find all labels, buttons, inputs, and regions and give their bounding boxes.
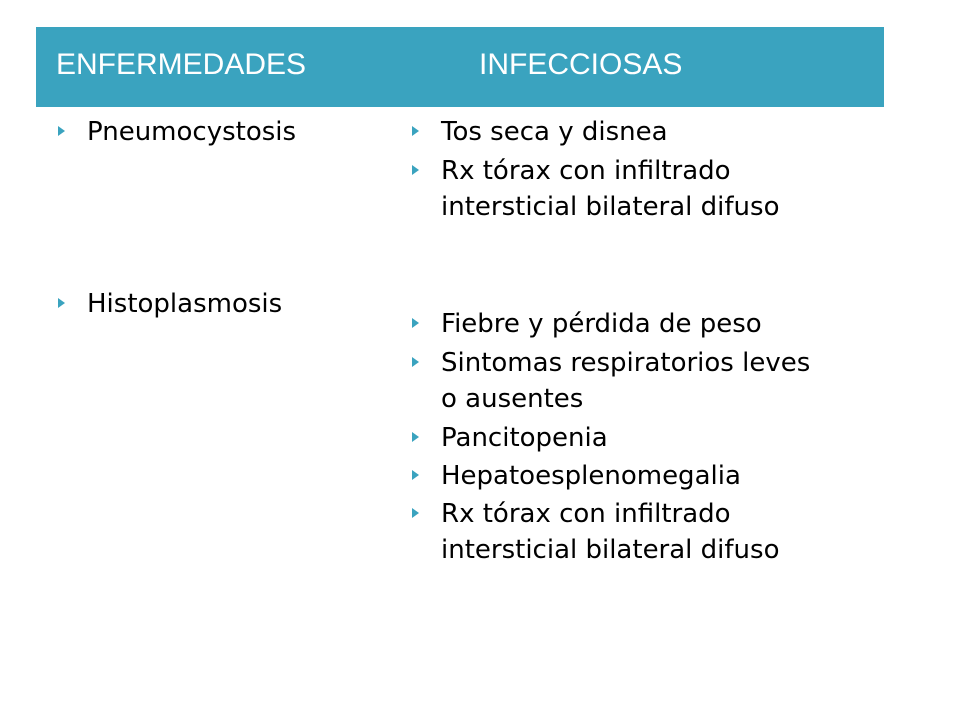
list-item-continuation bbox=[412, 189, 779, 226]
symptom-label: Hepatoesplenomegalia bbox=[441, 461, 741, 491]
symptom-label: Sintomas respiratorios leves bbox=[441, 348, 811, 378]
title-enfermedades: ENFERMEDADES bbox=[56, 48, 307, 81]
triangle-right-icon bbox=[412, 126, 419, 136]
list-item-symptom bbox=[412, 496, 731, 533]
list-item-symptom bbox=[412, 306, 762, 343]
triangle-right-icon bbox=[412, 432, 419, 442]
list-item-pneumocystosis bbox=[58, 114, 296, 151]
triangle-right-icon bbox=[412, 508, 419, 518]
symptom-label: Fiebre y pérdida de peso bbox=[441, 309, 762, 339]
list-item-continuation bbox=[412, 532, 779, 569]
list-item-continuation bbox=[412, 381, 583, 418]
symptom-label: o ausentes bbox=[441, 384, 584, 414]
symptom-label: Tos seca y disnea bbox=[441, 117, 668, 147]
triangle-right-icon bbox=[412, 357, 419, 367]
triangle-right-icon bbox=[412, 165, 419, 175]
disease-label: Histoplasmosis bbox=[87, 289, 283, 319]
list-item-histoplasmosis bbox=[58, 286, 282, 323]
triangle-right-icon bbox=[412, 470, 419, 480]
list-item-symptom bbox=[412, 345, 810, 382]
list-item-symptom bbox=[412, 458, 741, 495]
list-item-symptom bbox=[412, 114, 668, 151]
symptom-label: Rx tórax con infiltrado bbox=[441, 156, 731, 186]
symptom-label: intersticial bilateral difuso bbox=[441, 535, 780, 565]
triangle-right-icon bbox=[58, 126, 65, 136]
symptom-label: intersticial bilateral difuso bbox=[441, 192, 780, 222]
triangle-right-icon bbox=[412, 318, 419, 328]
list-item-symptom bbox=[412, 153, 731, 190]
symptom-label: Rx tórax con infiltrado bbox=[441, 499, 731, 529]
list-item-symptom bbox=[412, 420, 608, 457]
symptom-label: Pancitopenia bbox=[441, 423, 608, 453]
disease-label: Pneumocystosis bbox=[87, 117, 297, 147]
triangle-right-icon bbox=[58, 298, 65, 308]
title-infecciosas: INFECCIOSAS bbox=[479, 48, 683, 81]
